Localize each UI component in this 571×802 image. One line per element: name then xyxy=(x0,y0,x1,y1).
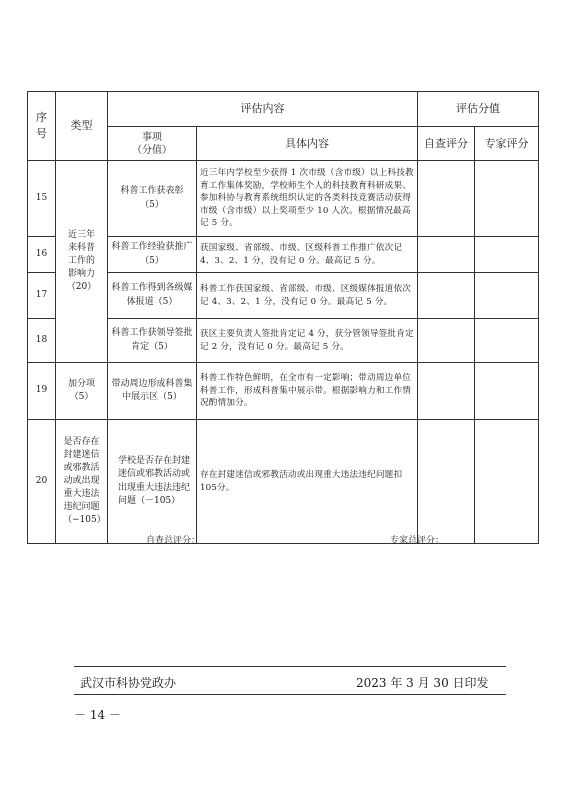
row-number: 18 xyxy=(28,319,56,363)
row-detail: 存在封建迷信或邪教活动或出现重大违法违纪问题扣105分。 xyxy=(197,420,418,544)
table-row xyxy=(28,420,539,544)
header-eval-content: 评估内容 xyxy=(108,92,418,127)
self-score-cell[interactable] xyxy=(418,363,475,420)
row-item: 科普工作获领导签批肯定（5） xyxy=(108,319,197,363)
header-expert-score: 专家评分 xyxy=(475,127,539,161)
page-number: － 14 － xyxy=(74,708,121,722)
expert-score-cell[interactable] xyxy=(475,237,539,273)
row-number: 20 xyxy=(28,420,56,544)
expert-score-cell[interactable] xyxy=(475,273,539,319)
self-total-label: 自查总评分： xyxy=(146,536,201,546)
group-influence: 近三年来科普工作的影响力（20） xyxy=(56,161,108,363)
row-detail: 获区主要负责人签批肯定记 4 分，获分管领导签批肯定记 2 分，没有记 0 分。最高记 5 分。 xyxy=(197,319,418,363)
row-detail: 科普工作特色鲜明，在全市有一定影响；带动周边单位科普工作，形成科普集中展示带。根据影响力和工作情况酌情加分。 xyxy=(197,363,418,420)
footer-issuer: 武汉市科协党政办 xyxy=(80,676,177,690)
header-type: 类型 xyxy=(56,92,108,161)
expert-score-cell[interactable] xyxy=(475,363,539,420)
self-score-cell[interactable] xyxy=(418,273,475,319)
self-score-cell[interactable] xyxy=(418,420,475,544)
row-number: 16 xyxy=(28,237,56,273)
expert-score-cell[interactable] xyxy=(475,161,539,237)
row-detail: 近三年内学校至少获得 1 次市级（含市级）以上科技教育工作集体奖励，学校师生个人的科技教育科研成果、参加科协与教育系统组织认定的各类科技竞赛活动获得市级（含市级）以上奖项至少 10 人次。根据情况最高记 5 分。 xyxy=(197,161,418,237)
header-item: 事项 （分值） xyxy=(108,127,197,161)
expert-total-label: 专家总评分： xyxy=(390,536,445,546)
self-score-cell[interactable] xyxy=(418,161,475,237)
row-item: 带动周边形成科普集中展示区（5） xyxy=(108,363,197,420)
group-penalty: 是否存在封建迷信或邪教活动或出现重大违法违纪问题（−105） xyxy=(56,420,108,544)
row-detail: 科普工作获国家级、省部级、市级、区级媒体报道依次记 4、3、2、1 分，没有记 0 分。最高记 5 分。 xyxy=(197,273,418,319)
row-number: 17 xyxy=(28,273,56,319)
row-item: 科普工作经验获推广（5） xyxy=(108,237,197,273)
row-number: 19 xyxy=(28,363,56,420)
footer-issue-date: 2023 年 3 月 30 日印发 xyxy=(356,676,489,690)
row-item: 科普工作获表彰（5） xyxy=(108,161,197,237)
header-seq: 序号 xyxy=(28,92,56,161)
expert-score-cell[interactable] xyxy=(475,319,539,363)
expert-score-cell[interactable] xyxy=(475,420,539,544)
footer-divider-bottom xyxy=(74,694,506,695)
row-item: 学校是否存在封建迷信或邪教活动或出现重大违法违纪问题（－105） xyxy=(108,420,197,544)
row-item: 科普工作得到各级媒体报道（5） xyxy=(108,273,197,319)
self-score-cell[interactable] xyxy=(418,319,475,363)
self-score-cell[interactable] xyxy=(418,237,475,273)
header-detail: 具体内容 xyxy=(197,127,418,161)
group-bonus: 加分项（5） xyxy=(56,363,108,420)
table-row xyxy=(28,161,539,237)
table-row xyxy=(28,363,539,420)
row-number: 15 xyxy=(28,161,56,237)
header-self-score: 自查评分 xyxy=(418,127,475,161)
row-detail: 获国家级、省部级、市级、区级科普工作推广依次记 4、3、2、1 分，没有记 0 分。最高记 5 分。 xyxy=(197,237,418,273)
evaluation-table xyxy=(27,91,539,544)
header-eval-score: 评估分值 xyxy=(418,92,539,127)
footer-divider-top xyxy=(74,666,506,667)
